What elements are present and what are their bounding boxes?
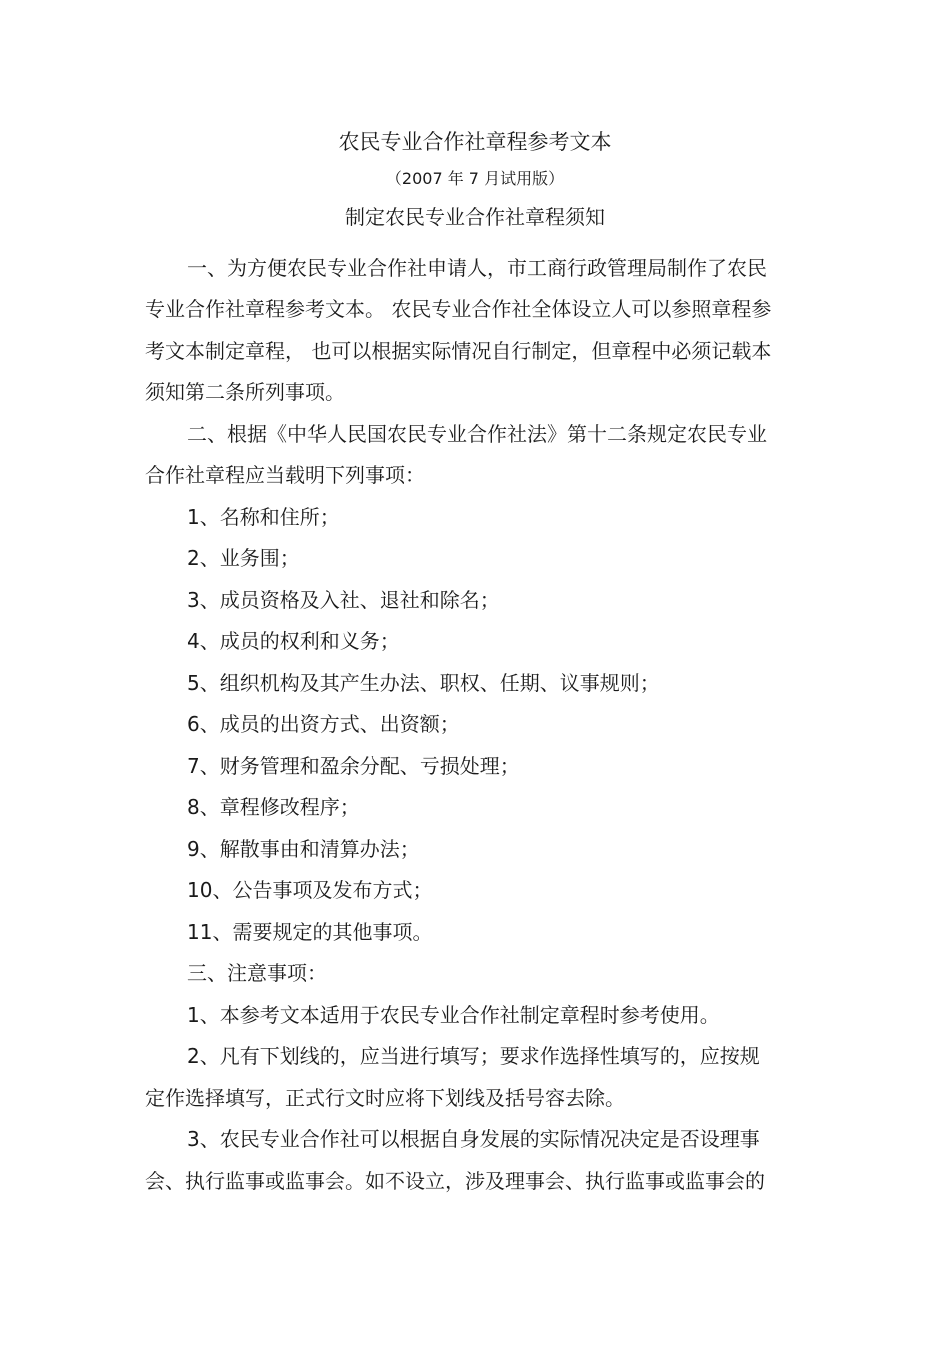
list-item: 7、财务管理和盈余分配、亏损处理； [187,754,520,778]
list-item: 9、解散事由和清算办法； [187,837,420,861]
list-item: 8、章程修改程序； [187,795,360,819]
list-item: 6、成员的出资方式、出资额； [187,712,460,736]
document-title: 农民专业合作社章程参考文本 [338,130,612,154]
section-heading: 制定农民专业合作社章程须知 [345,205,605,229]
list-item: 2、业务围； [187,546,300,570]
paragraph-line: 须知第二条所列事项。 [145,380,345,404]
list-item: 5、组织机构及其产生办法、职权、任期、议事规则； [187,671,660,695]
document-subtitle: （2007 年 7 月试用版） [385,169,565,188]
paragraph-line: 一、为方便农民专业合作社申请人，市工商行政管理局制作了农民 [187,256,767,280]
list-item: 11、需要规定的其他事项。 [187,920,433,944]
paragraph-line: 1、本参考文本适用于农民专业合作社制定章程时参考使用。 [187,1003,720,1027]
paragraph-line: 2、凡有下划线的，应当进行填写；要求作选择性填写的，应按规 [187,1044,760,1068]
paragraph-line: 会、执行监事或监事会。如不设立，涉及理事会、执行监事或监事会的 [145,1169,765,1193]
paragraph-line: 三、注意事项： [187,961,327,985]
list-item: 4、成员的权利和义务； [187,629,400,653]
paragraph-line: 二、根据《中华人民国农民专业合作社法》第十二条规定农民专业 [187,422,767,446]
list-item: 1、名称和住所； [187,505,340,529]
list-item: 3、成员资格及入社、退社和除名； [187,588,500,612]
paragraph-line: 考文本制定章程， 也可以根据实际情况自行制定，但章程中必须记载本 [145,339,772,363]
paragraph-line: 3、农民专业合作社可以根据自身发展的实际情况决定是否设理事 [187,1127,760,1151]
paragraph-line: 定作选择填写，正式行文时应将下划线及括号容去除。 [145,1086,625,1110]
list-item: 10、公告事项及发布方式； [187,878,433,902]
paragraph-line: 合作社章程应当载明下列事项： [145,463,425,487]
paragraph-line: 专业合作社章程参考文本。 农民专业合作社全体设立人可以参照章程参 [145,297,772,321]
